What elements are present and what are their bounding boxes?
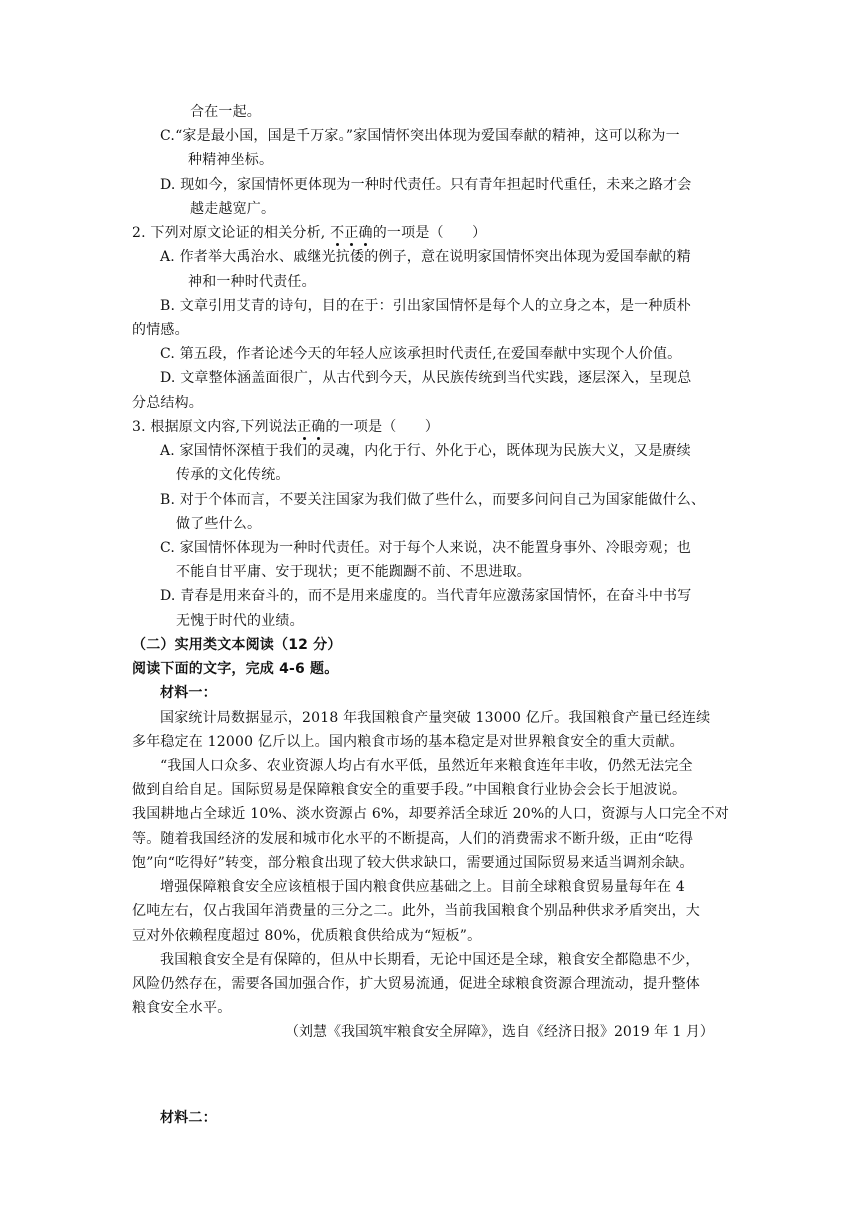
q3-option-a-continuation: 传承的文化传统。 — [176, 467, 290, 483]
q3-option-d-continuation: 无愧于时代的业绩。 — [176, 613, 304, 629]
question-2-suffix: 的一项是（ ） — [372, 225, 487, 241]
q2-option-d-continuation: 分总结构。 — [132, 395, 203, 411]
question-3-prefix: 3. 根据原文内容,下列说法 — [132, 419, 298, 435]
emphasis-char: 不 — [330, 225, 345, 241]
q1-option-d-continuation: 越走越宽广。 — [190, 201, 276, 217]
q3-option-b-continuation: 做了些什么。 — [176, 516, 262, 532]
passage-line: 增强保障粮食安全应该植根于国内粮食供应基础之上。目前全球粮食贸易量每年在 4 — [160, 879, 685, 895]
passage-line: 国家统计局数据显示，2018 年我国粮食产量突破 13000 亿斤。我国粮食产量已经连续 — [160, 710, 711, 726]
passage-line: 粮食安全水平。 — [132, 1000, 232, 1016]
q2-option-d: D. 文章整体涵盖面很广，从古代到今天，从民族传统到当代实践，逐层深入，呈现总 — [160, 370, 692, 386]
q3-option-d: D. 青春是用来奋斗的，而不是用来虚度的。当代青年应激荡家国情怀，在奋斗中书写 — [160, 588, 692, 604]
q2-option-b-continuation: 的情感。 — [132, 322, 189, 338]
passage-line: 等。随着我国经济的发展和城市化水平的不断提高，人们的消费需求不断升级，正由“吃得 — [132, 831, 694, 847]
passage-line: “我国人口众多、农业资源人均占有水平低，虽然近年来粮食连年丰收，仍然无法完全 — [160, 758, 693, 774]
question-3-stem — [132, 417, 439, 437]
section-heading: （二）实用类文本阅读（12 分） — [132, 637, 342, 653]
passage-line: 我国粮食安全是有保障的，但从中长期看，无论中国还是全球，粮食安全都隐患不少， — [160, 952, 700, 968]
section-instruction: 阅读下面的文字，完成 4-6 题。 — [132, 661, 339, 677]
q2-option-a: A. 作者举大禹治水、戚继光抗倭的例子，意在说明家国情怀突出体现为爱国奉献的精 — [160, 249, 691, 265]
q3-option-a: A. 家国情怀深植于我们的灵魂，内化于行、外化于心，既体现为民族大义，又是赓续 — [160, 443, 691, 459]
question-3-suffix: 的一项是（ ） — [325, 419, 440, 435]
question-2-stem — [132, 223, 486, 243]
passage-line: 我国耕地占全球近 10%、淡水资源占 6%，却要养活全球近 20%的人口，资源与人口完全不对 — [132, 806, 729, 822]
q2-option-c: C. 第五段，作者论述今天的年轻人应该承担时代责任,在爱国奉献中实现个人价值。 — [160, 346, 682, 362]
question-2-prefix: 2. 下列对原文论证的相关分析, — [132, 225, 331, 241]
q1-option-c-continuation: 种精神坐标。 — [188, 152, 274, 168]
q2-option-b: B. 文章引用艾青的诗句，目的在于：引出家国情怀是每个人的立身之本，是一种质朴 — [160, 298, 691, 314]
q2-option-a-continuation: 神和一种时代责任。 — [188, 274, 316, 290]
q3-option-b: B. 对于个体而言，不要关注国家为我们做了些什么，而要多问问自己为国家能做什么、 — [160, 492, 706, 508]
passage-line: 多年稳定在 12000 亿斤以上。国内粮食市场的基本稳定是对世界粮食安全的重大贡献。 — [132, 734, 684, 750]
passage-line: 饱”向“吃得好”转变，部分粮食出现了较大供求缺口，需要通过国际贸易来适当调剂余缺。 — [132, 855, 694, 871]
q3-option-c: C. 家国情怀体现为一种时代责任。对于每个人来说，决不能置身事外、冷眼旁观；也 — [160, 540, 691, 556]
passage-line: 豆对外依赖程度超过 80%，优质粮食供给成为“短板”。 — [132, 928, 482, 944]
emphasis-char: 正 — [297, 419, 312, 435]
material-2-label: 材料二： — [160, 1110, 217, 1126]
q1-option-d: D. 现如今，家国情怀更体现为一种时代责任。只有青年担起时代重任，未来之路才会 — [160, 177, 692, 193]
emphasis-char: 正 — [344, 225, 359, 241]
q1-option-b-continuation: 合在一起。 — [190, 104, 261, 120]
material-1-label: 材料一： — [160, 685, 217, 701]
passage-line: 做到自给自足。国际贸易是保障粮食安全的重要手段。”中国粮食行业协会会长于旭波说。 — [132, 782, 687, 798]
q1-option-c: C.“家是最小国，国是千万家。”家国情怀突出体现为爱国奉献的精神，这可以称为一 — [160, 128, 680, 144]
source-citation: （刘慧《我国筑牢粮食安全屏障》，选自《经济日报》2019 年 1 月） — [285, 1024, 714, 1040]
emphasis-char: 确 — [358, 225, 373, 241]
q3-option-c-continuation: 不能自甘平庸、安于现状；更不能踟蹰不前、不思进取。 — [176, 564, 531, 580]
emphasis-char: 确 — [311, 419, 326, 435]
passage-line: 风险仍然存在，需要各国加强合作，扩大贸易流通，促进全球粮食资源合理流动，提升整体 — [132, 976, 700, 992]
passage-line: 亿吨左右，仅占我国年消费量的三分之二。此外，当前我国粮食个别品种供求矛盾突出，大 — [132, 903, 700, 919]
